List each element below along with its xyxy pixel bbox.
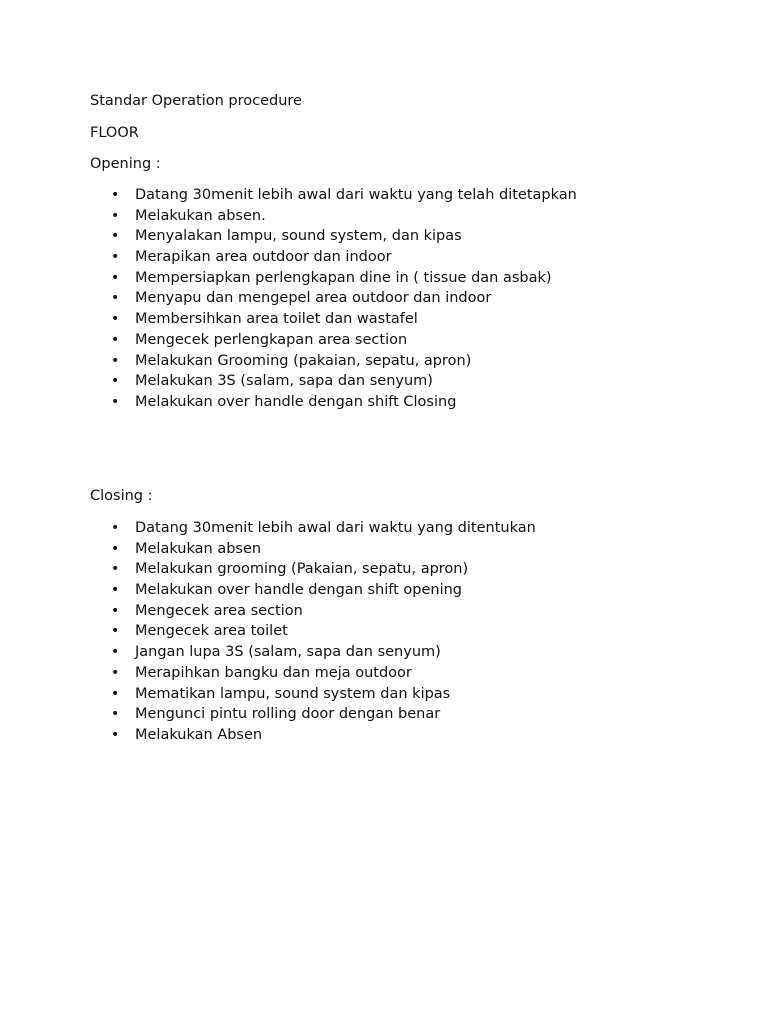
bullet-icon: • xyxy=(111,187,120,203)
list-item xyxy=(90,185,577,206)
list-item xyxy=(90,226,577,247)
list-item-text: Datang 30menit lebih awal dari waktu yang telah ditetapkan xyxy=(135,187,577,203)
list-item xyxy=(90,309,577,330)
bullet-icon: • xyxy=(111,393,120,410)
list-item-text: Melakukan over handle dengan shift Closing xyxy=(135,393,457,410)
list-item xyxy=(90,684,536,705)
list-item-text: Menyapu dan mengepel area outdoor dan indoor xyxy=(135,290,492,307)
list-item-text: Mengecek area toilet xyxy=(135,623,288,640)
list-item-text: Membersihkan area toilet dan wastafel xyxy=(135,311,418,328)
list-item xyxy=(90,580,536,601)
list-item xyxy=(90,330,577,351)
list-item-text: Mengecek area section xyxy=(135,602,303,619)
bullet-icon: • xyxy=(111,249,120,266)
list-item-text: Mematikan lampu, sound system dan kipas xyxy=(135,685,451,702)
list-item xyxy=(90,371,577,392)
list-item xyxy=(90,642,536,663)
bullet-icon: • xyxy=(111,644,120,661)
list-item-text: Melakukan absen. xyxy=(135,207,266,224)
list-item-text: Melakukan absen xyxy=(135,540,262,557)
opening-heading: Opening : xyxy=(90,156,161,172)
list-item xyxy=(90,268,577,289)
list-item-text: Melakukan grooming (Pakaian, sepatu, apron) xyxy=(135,561,469,578)
bullet-icon: • xyxy=(111,726,120,743)
list-item xyxy=(90,351,577,372)
list-item-text: Mengecek perlengkapan area section xyxy=(135,331,408,348)
list-item-text: Merapikan area outdoor dan indoor xyxy=(135,249,392,266)
bullet-icon: • xyxy=(111,290,120,307)
bullet-icon: • xyxy=(111,582,120,599)
bullet-icon: • xyxy=(111,685,120,702)
bullet-icon: • xyxy=(111,228,120,245)
list-item-text: Melakukan over handle dengan shift opening xyxy=(135,582,463,599)
document-subtitle: FLOOR xyxy=(90,125,139,141)
list-item xyxy=(90,392,577,413)
list-item xyxy=(90,621,536,642)
list-item-text: Melakukan 3S (salam, sapa dan senyum) xyxy=(135,373,433,390)
bullet-icon: • xyxy=(111,561,120,578)
bullet-icon: • xyxy=(111,664,120,681)
bullet-icon: • xyxy=(111,207,120,224)
list-item xyxy=(90,206,577,227)
closing-list xyxy=(90,518,536,746)
bullet-icon: • xyxy=(111,373,120,390)
list-item xyxy=(90,601,536,622)
opening-list xyxy=(90,185,577,413)
bullet-icon: • xyxy=(111,706,120,723)
list-item-text: Menyalakan lampu, sound system, dan kipas xyxy=(135,228,462,245)
bullet-icon: • xyxy=(111,540,120,557)
list-item xyxy=(90,518,536,539)
list-item xyxy=(90,663,536,684)
list-item xyxy=(90,704,536,725)
bullet-icon: • xyxy=(111,352,120,369)
bullet-icon: • xyxy=(111,331,120,348)
bullet-icon: • xyxy=(111,602,120,619)
list-item xyxy=(90,247,577,268)
list-item-text: Mempersiapkan perlengkapan dine in ( tissue dan asbak) xyxy=(135,269,552,286)
list-item-text: Merapihkan bangku dan meja outdoor xyxy=(135,664,412,681)
bullet-icon: • xyxy=(111,623,120,640)
bullet-icon: • xyxy=(111,269,120,286)
list-item-text: Jangan lupa 3S (salam, sapa dan senyum) xyxy=(135,644,441,661)
list-item-text: Mengunci pintu rolling door dengan benar xyxy=(135,706,441,723)
list-item-text: Datang 30menit lebih awal dari waktu yang ditentukan xyxy=(135,520,536,536)
list-item xyxy=(90,539,536,560)
list-item-text: Melakukan Grooming (pakaian, sepatu, apron) xyxy=(135,352,472,369)
list-item xyxy=(90,288,577,309)
closing-heading: Closing : xyxy=(90,488,153,504)
list-item-text: Melakukan Absen xyxy=(135,726,263,743)
bullet-icon: • xyxy=(111,311,120,328)
list-item xyxy=(90,559,536,580)
bullet-icon: • xyxy=(111,520,120,536)
list-item xyxy=(90,725,536,746)
document-title: Standar Operation procedure xyxy=(90,93,302,109)
